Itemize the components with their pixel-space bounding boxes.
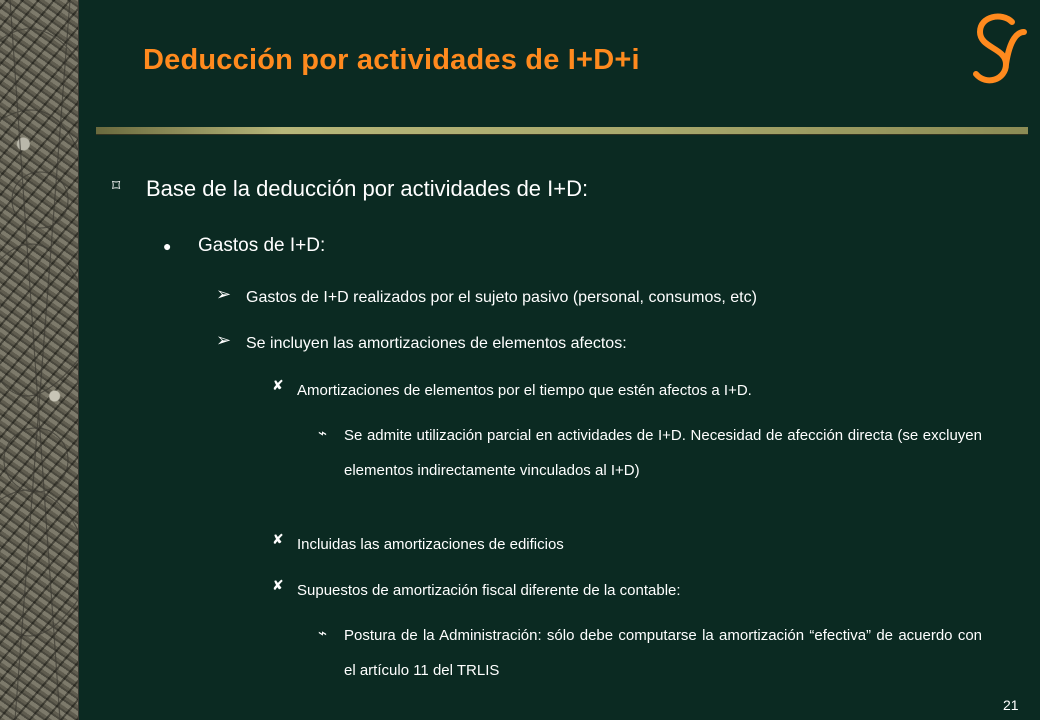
sub3-text: Supuestos de amortización fiscal diferente de la contable: (297, 582, 681, 599)
heading-text: Base de la deducción por actividades de I+D: (146, 176, 589, 201)
level5-bullet-icon: ⌁ (318, 425, 328, 442)
level2-bullet-icon: ● (163, 238, 172, 254)
subheading-text: Gastos de I+D: (198, 235, 326, 256)
item1-text: Gastos de I+D realizados por el sujeto pasivo (personal, consumos, etc) (246, 289, 757, 306)
slide-title: Deducción por actividades de I+D+i (143, 44, 640, 76)
level5-bullet-icon: ⌁ (318, 625, 328, 642)
level3-bullet-icon: ➢ (216, 284, 232, 304)
level4-bullet-icon: ✘ (272, 577, 284, 593)
sub3-detail-text: Postura de la Administración: sólo debe computarse la amortización “efectiva” de acuerdo con el artículo 11 del TRLIS (344, 627, 982, 679)
level1-bullet-icon: ⌑ (112, 178, 121, 195)
sub1-detail-text: Se admite utilización parcial en actividades de I+D. Necesidad de afección directa (se excluyen elementos indirectamente vinculados al I+D) (344, 427, 982, 479)
sub1-text: Amortizaciones de elementos por el tiempo que estén afectos a I+D. (297, 382, 752, 399)
item2-text: Se incluyen las amortizaciones de elementos afectos: (246, 335, 627, 352)
level3-bullet-icon: ➢ (216, 330, 232, 350)
page-number: 21 (1003, 697, 1019, 713)
level4-bullet-icon: ✘ (272, 377, 284, 393)
side-strip-pattern (0, 0, 78, 720)
logo-icon (962, 8, 1034, 101)
level4-bullet-icon: ✘ (272, 531, 284, 547)
title-divider (96, 127, 1028, 134)
sub2-text: Incluidas las amortizaciones de edificios (297, 536, 564, 553)
decorative-side-strip (0, 0, 79, 720)
